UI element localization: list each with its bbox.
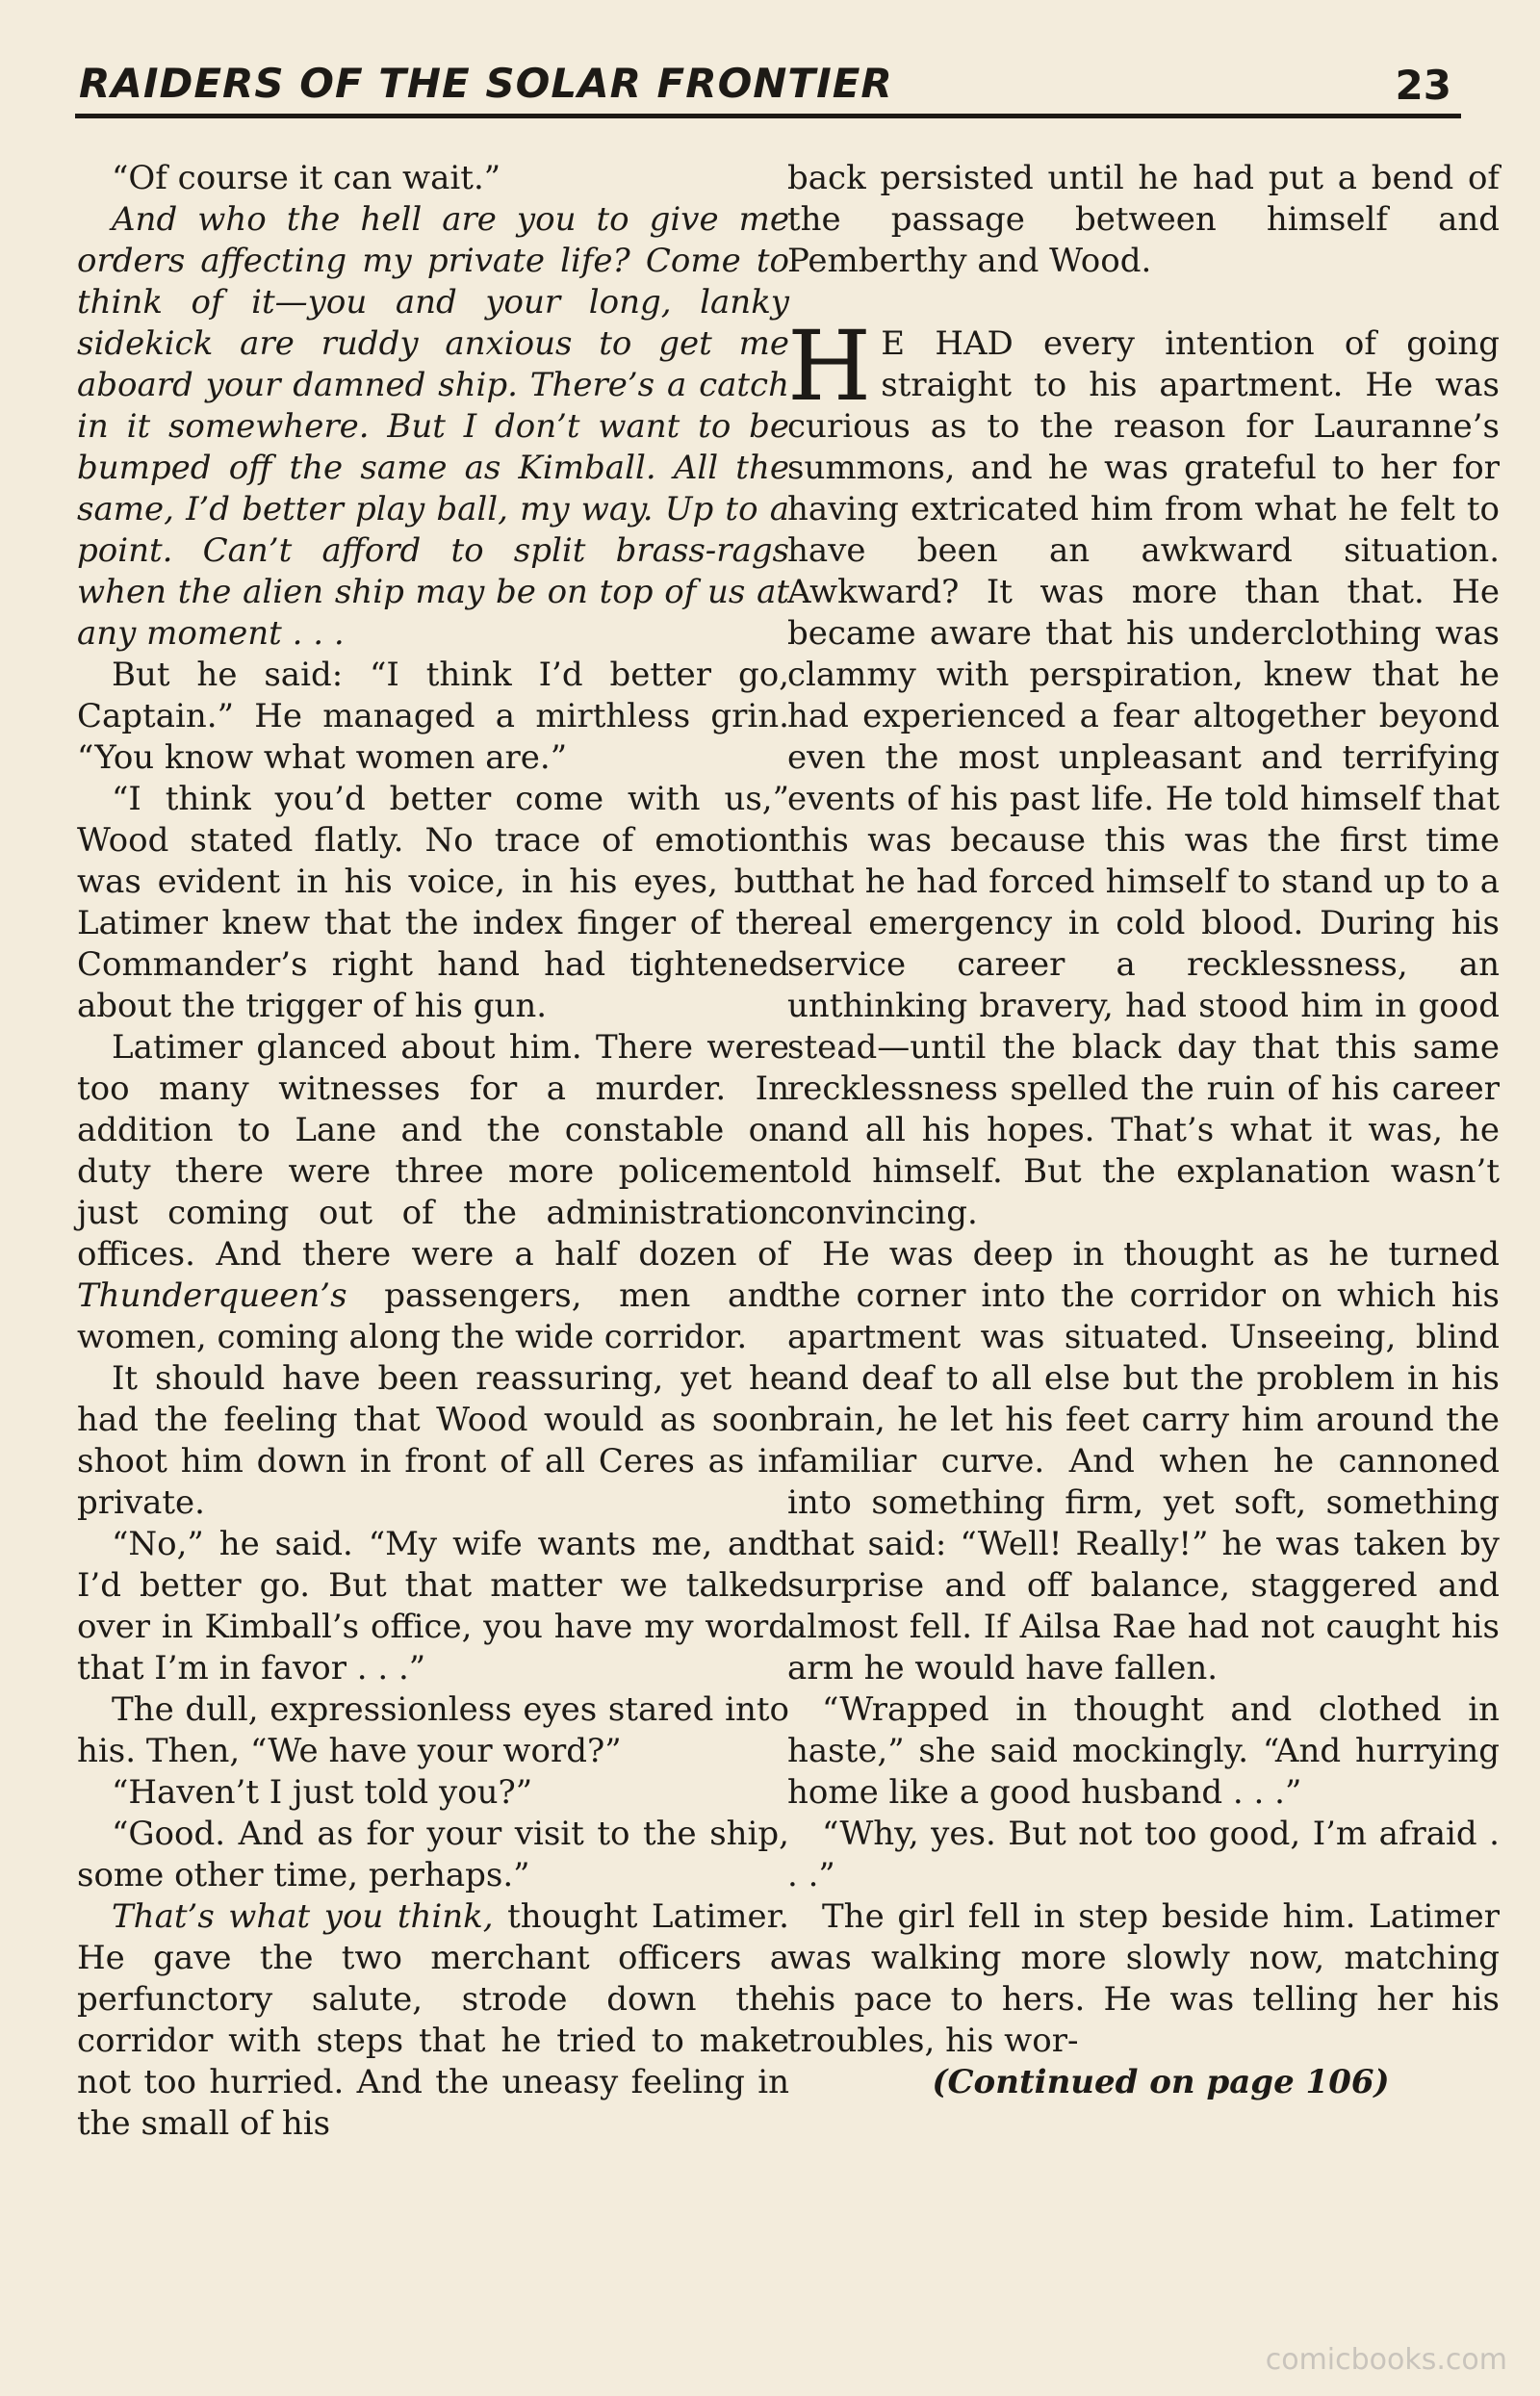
paragraph: “Why, yes. But not too good, I’m afraid . . .” — [787, 1815, 1500, 1894]
paragraph: The girl fell in step beside him. Latimer was walking more slowly now, matching his pace to hers. He was telling her his troubles, his wor- — [787, 1897, 1500, 2060]
paragraph — [77, 1027, 789, 1358]
paragraph: But he said: “I think I’d better go, Captain.” He managed a mirthless grin. “You know what women are.” — [77, 656, 789, 777]
section-start-paragraph — [787, 310, 1500, 1234]
italic-thought: That’s what you think, — [112, 1897, 494, 1936]
paragraph — [77, 1896, 789, 2145]
inner-monologue-paragraph: And who the hell are you to give me orders affecting my private life? Come to think of it—you and your long, lanky sidekick are ruddy anxious to get me aboard your damned ship. There’s a catch in it somewhere. But I don’t want to be bumped off the same as Kimball. All the same, I’d better play ball, my way. Up to a point. Can’t afford to split brass-rags when the alien ship may be on top of us at any moment . . . — [77, 200, 789, 653]
page-number: 23 — [1395, 62, 1451, 109]
paragraph: “Of course it can wait.” — [112, 159, 501, 197]
paragraph: back persisted until he had put a bend of the passage between himself and Pemberthy and Wood. — [787, 159, 1500, 280]
paragraph: He was deep in thought as he turned the corner into the corridor on which his apartment was situated. Unseeing, blind and deaf to all else but the problem in his brain, he let his feet carry him around the familiar curve. And when he cannoned into something firm, yet soft, something that said: “Well! Really!” he was taken by surprise and off balance, staggered and almost fell. If Ailsa Rae had not caught his arm he would have fallen. — [787, 1235, 1500, 1688]
continued-note: (Continued on page 106) — [932, 2063, 1390, 2101]
paragraph-text: Latimer glanced about him. There were too many witnesses for a murder. In addition to Lane and the constable on duty there were three more policemen just coming out of the administration offices. And there were a half dozen of — [77, 1028, 789, 1274]
paragraph: “Wrapped in thought and clothed in haste,” she said mockingly. “And hurrying home like a good husband . . .” — [787, 1690, 1500, 1812]
paragraph: The dull, expressionless eyes stared into his. Then, “We have your word?” — [77, 1690, 789, 1770]
paragraph: “Haven’t I just told you?” — [112, 1773, 533, 1812]
paragraph: “I think you’d better come with us,” Wood stated flatly. No trace of emotion was evident in his voice, in his eyes, but Latimer knew that the index finger of the Commander’s right hand had tightened about the trigger of his gun. — [77, 780, 789, 1025]
watermark: comicbooks.com — [1265, 2343, 1507, 2377]
paragraph-text: passengers, men and women, coming along the wide corridor. — [77, 1276, 789, 1356]
left-column — [77, 158, 789, 2145]
paragraph-text: E HAD every intention of going straight to his apartment. He was curious as to the reason for Lauranne’s summons, and he was grateful to her for having extricated him from what he felt to have been an awkward situation. Awkward? It was more than that. He became aware that his underclothing was clammy with perspiration, knew that he had experienced a fear altogether beyond even the most unpleasant and terrifying events of his past life. He told himself that this was because this was the first time that he had forced himself to stand up to a real emergency in cold blood. During his service career a recklessness, an unthinking bravery, had stood him in good stead—until the black day that this same recklessness spelled the ruin of his career and all his hopes. That’s what it was, he told himself. But the explanation wasn’t convincing. — [787, 324, 1500, 1232]
paragraph: “No,” he said. “My wife wants me, and I’d better go. But that matter we talked over in Kimball’s office, you have my word that I’m in favor . . .” — [77, 1525, 789, 1688]
paragraph: “Good. And as for your visit to the ship, some other time, perhaps.” — [77, 1815, 789, 1894]
paragraph: It should have been reassuring, yet he had the feeling that Wood would as soon shoot him down in front of all Ceres as in private. — [77, 1359, 789, 1522]
paragraph-text: thought Latimer. He gave the two merchant officers a perfunctory salute, strode down the corridor with steps that he tried to make not too hurried. And the uneasy feeling in the small of his — [77, 1897, 789, 2143]
page-header — [75, 60, 1461, 118]
drop-cap: H — [787, 310, 872, 423]
right-column — [787, 158, 1500, 2103]
running-title: RAIDERS OF THE SOLAR FRONTIER — [79, 60, 893, 107]
ship-name: Thunderqueen’s — [77, 1276, 347, 1315]
